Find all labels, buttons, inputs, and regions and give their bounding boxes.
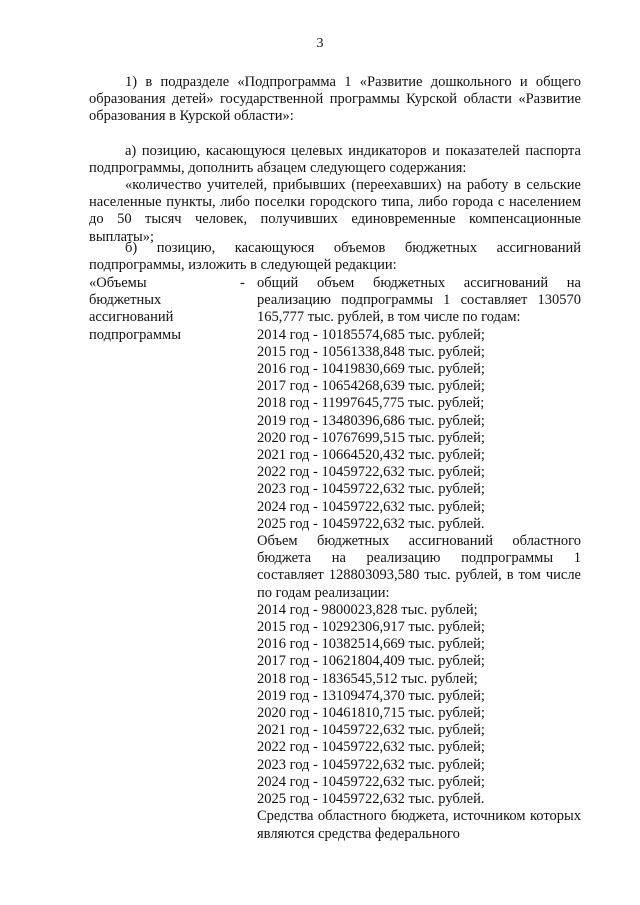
year-amount-line: 2014 год - 10185574,685 тыс. рублей; bbox=[257, 326, 485, 343]
year-amount-line: 2022 год - 10459722,632 тыс. рублей; bbox=[257, 739, 485, 756]
paragraph-b: б) позицию, касающуюся объемов бюджетных ассигнований подпрограммы, изложить в следующей редакции: bbox=[89, 240, 581, 274]
year-amount-line: 2017 год - 10654268,639 тыс. рублей; bbox=[257, 378, 485, 395]
budget-label-line: бюджетных bbox=[89, 292, 162, 309]
year-amount-line: 2023 год - 10459722,632 тыс. рублей; bbox=[257, 481, 485, 498]
year-amount-line: 2024 год - 10459722,632 тыс. рублей; bbox=[257, 498, 485, 515]
year-amount-line: 2018 год - 11997645,775 тыс. рублей; bbox=[257, 395, 485, 412]
year-amount-line: 2015 год - 10561338,848 тыс. рублей; bbox=[257, 343, 485, 360]
year-amount-line: 2025 год - 10459722,632 тыс. рублей. bbox=[257, 791, 485, 808]
paragraph-a: а) позицию, касающуюся целевых индикаторов и показателей паспорта подпрограммы, дополнить абзацем следующего содержания: bbox=[89, 143, 581, 177]
year-amount-line: 2021 год - 10664520,432 тыс. рублей; bbox=[257, 447, 485, 464]
regional-budget-text: Объем бюджетных ассигнований областного бюджета на реализацию подпрограммы 1 составляет 128803093,580 тыс. рублей, в том числе по годам реализации: bbox=[257, 533, 581, 601]
year-amount-line: 2020 год - 10767699,515 тыс. рублей; bbox=[257, 429, 485, 446]
year-amount-line: 2019 год - 13109474,370 тыс. рублей; bbox=[257, 687, 485, 704]
total-budget-text: общий объем бюджетных ассигнований на реализацию подпрограммы 1 составляет 130570 165,777 тыс. рублей, в том числе по годам: bbox=[257, 275, 581, 326]
budget-label-line: «Объемы bbox=[89, 275, 147, 291]
year-amount-line: 2017 год - 10621804,409 тыс. рублей; bbox=[257, 653, 485, 670]
federal-funds-text: Средства областного бюджета, источником которых являются средства федерального bbox=[257, 808, 581, 842]
paragraph-1: 1) в подразделе «Подпрограмма 1 «Развитие дошкольного и общего образования детей» государственной программы Курской области «Развитие образования в Курской области»: bbox=[89, 74, 581, 125]
year-amount-line: 2019 год - 13480396,686 тыс. рублей; bbox=[257, 412, 485, 429]
year-amount-line: 2022 год - 10459722,632 тыс. рублей; bbox=[257, 464, 485, 481]
budget-values bbox=[257, 275, 581, 843]
label-dash: - bbox=[240, 275, 245, 291]
year-amount-line: 2021 год - 10459722,632 тыс. рублей; bbox=[257, 722, 485, 739]
budget-label-line: подпрограммы bbox=[89, 326, 181, 343]
regional-by-year-list bbox=[257, 602, 581, 808]
year-amount-line: 2015 год - 10292306,917 тыс. рублей; bbox=[257, 619, 485, 636]
year-amount-line: 2016 год - 10382514,669 тыс. рублей; bbox=[257, 636, 485, 653]
year-amount-line: 2024 год - 10459722,632 тыс. рублей; bbox=[257, 773, 485, 790]
total-by-year-list bbox=[257, 327, 581, 533]
year-amount-line: 2016 год - 10419830,669 тыс. рублей; bbox=[257, 361, 485, 378]
year-amount-line: 2020 год - 10461810,715 тыс. рублей; bbox=[257, 705, 485, 722]
year-amount-line: 2014 год - 9800023,828 тыс. рублей; bbox=[257, 601, 478, 618]
paragraph-a-quote: «количество учителей, прибывших (переехавших) на работу в сельские населенные пункты, либо поселки городского типа, либо города с населением до 50 тысяч человек, получивших единовременные компенсационные выплаты»; bbox=[89, 177, 581, 245]
budget-label-line: ассигнований bbox=[89, 309, 174, 326]
year-amount-line: 2018 год - 1836545,512 тыс. рублей; bbox=[257, 670, 478, 687]
year-amount-line: 2025 год - 10459722,632 тыс. рублей. bbox=[257, 515, 485, 532]
page-number: 3 bbox=[316, 36, 324, 51]
year-amount-line: 2023 год - 10459722,632 тыс. рублей; bbox=[257, 756, 485, 773]
budget-label bbox=[89, 275, 229, 344]
